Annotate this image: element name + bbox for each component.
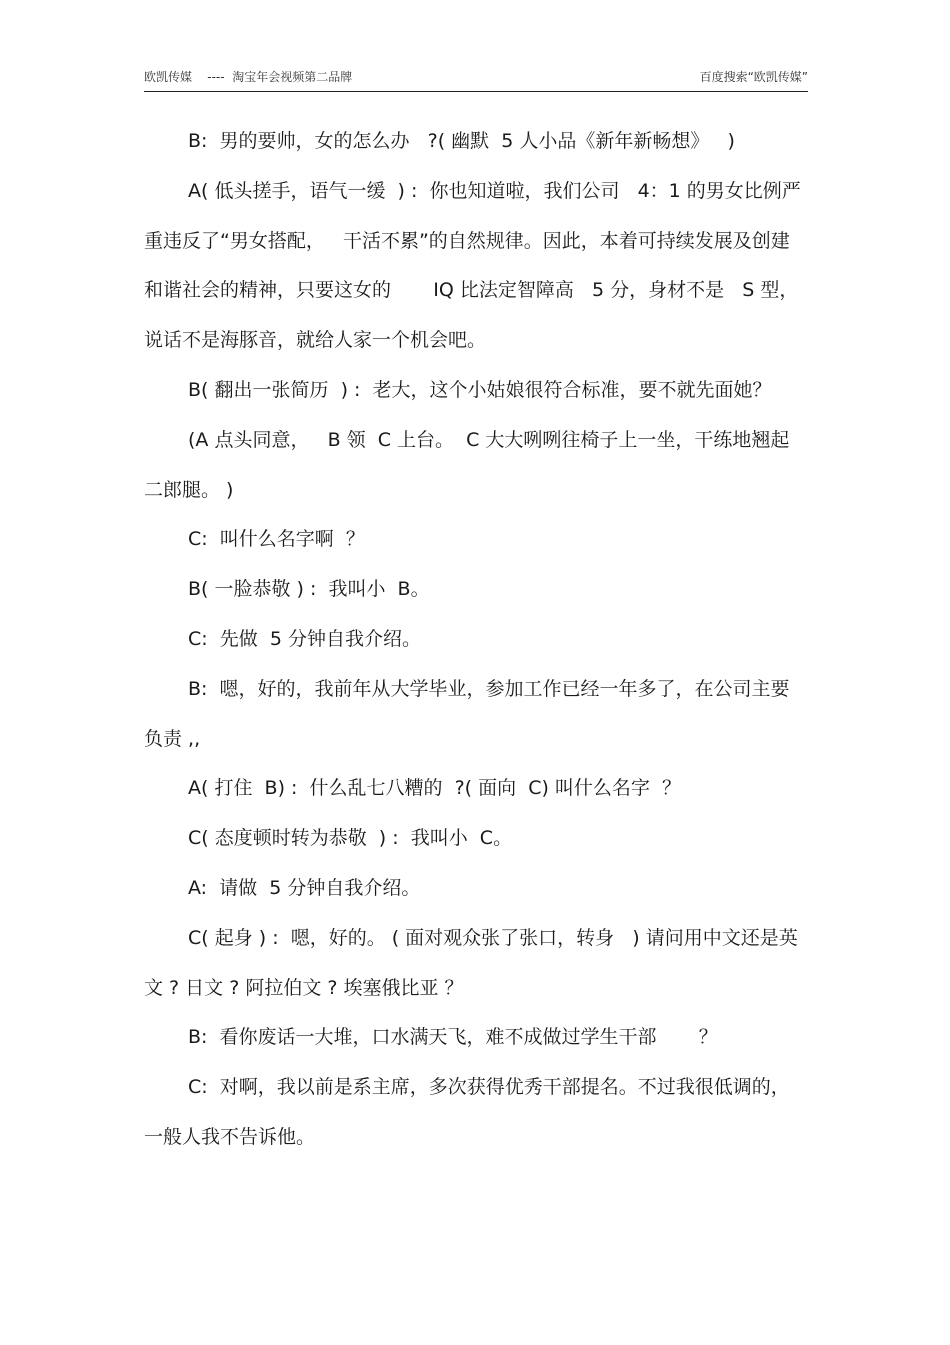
paragraph: A( 低头搓手，语气一缓 ) : 你也知道啦，我们公司 4：1 的男女比例严重违反了“男女搭配， 干活不累”的自然规律。因此，本着可持续发展及创建和谐社会的精神，只要这女的 IQ 比法定智障高 5 分，身材不是 S 型，说话不是海豚音，就给人家一个机会吧。 (144, 179, 801, 352)
paragraph: C: 先做 5 分钟自我介绍。 (188, 627, 421, 650)
paragraph: C( 态度顿时转为恭敬 ) : 我叫小 C。 (188, 827, 513, 850)
document-body (144, 117, 808, 1163)
paragraph: A( 打住 B) : 什么乱七八糟的 ?( 面向 C) 叫什么名字 ？ (188, 777, 681, 800)
paragraph: B: 看你废话一大堆，口水满天飞，难不成做过学生干部 ？ (188, 1026, 718, 1049)
header-divider (144, 91, 808, 92)
header-right-text: 百度搜索“欧凯传媒” (699, 70, 808, 84)
page-header (144, 66, 808, 90)
paragraph: (A 点头同意， B 领 C 上台。 C 大大咧咧往椅子上一坐，干练地翘起二郎腿。 ) (144, 428, 790, 501)
paragraph: C: 叫什么名字啊 ？ (188, 528, 365, 551)
paragraph: A: 请做 5 分钟自我介绍。 (188, 876, 421, 899)
paragraph: C( 起身 ) : 嗯，好的。 ( 面对观众张了张口，转身 ) 请问用中文还是英文 ? 日文 ? 阿拉伯文 ? 埃塞俄比亚 ？ (144, 926, 798, 999)
paragraph: B( 一脸恭敬 ) : 我叫小 B。 (188, 578, 430, 601)
paragraph: B( 翻出一张简历 ) : 老大，这个小姑娘很符合标准，要不就先面她？ (188, 378, 772, 401)
header-left-text: 欧凯传媒 ---- 淘宝年会视频第二品牌 (144, 70, 353, 84)
paragraph: C: 对啊，我以前是系主席，多次获得优秀干部提名。不过我很低调的，一般人我不告诉他。 (144, 1076, 790, 1148)
paragraph: B: 嗯，好的，我前年从大学毕业，参加工作已经一年多了，在公司主要负责 ,, (144, 677, 790, 750)
paragraph: B: 男的要帅，女的怎么办 ?( 幽默 5 人小品《新年新畅想》 ) (188, 130, 735, 152)
